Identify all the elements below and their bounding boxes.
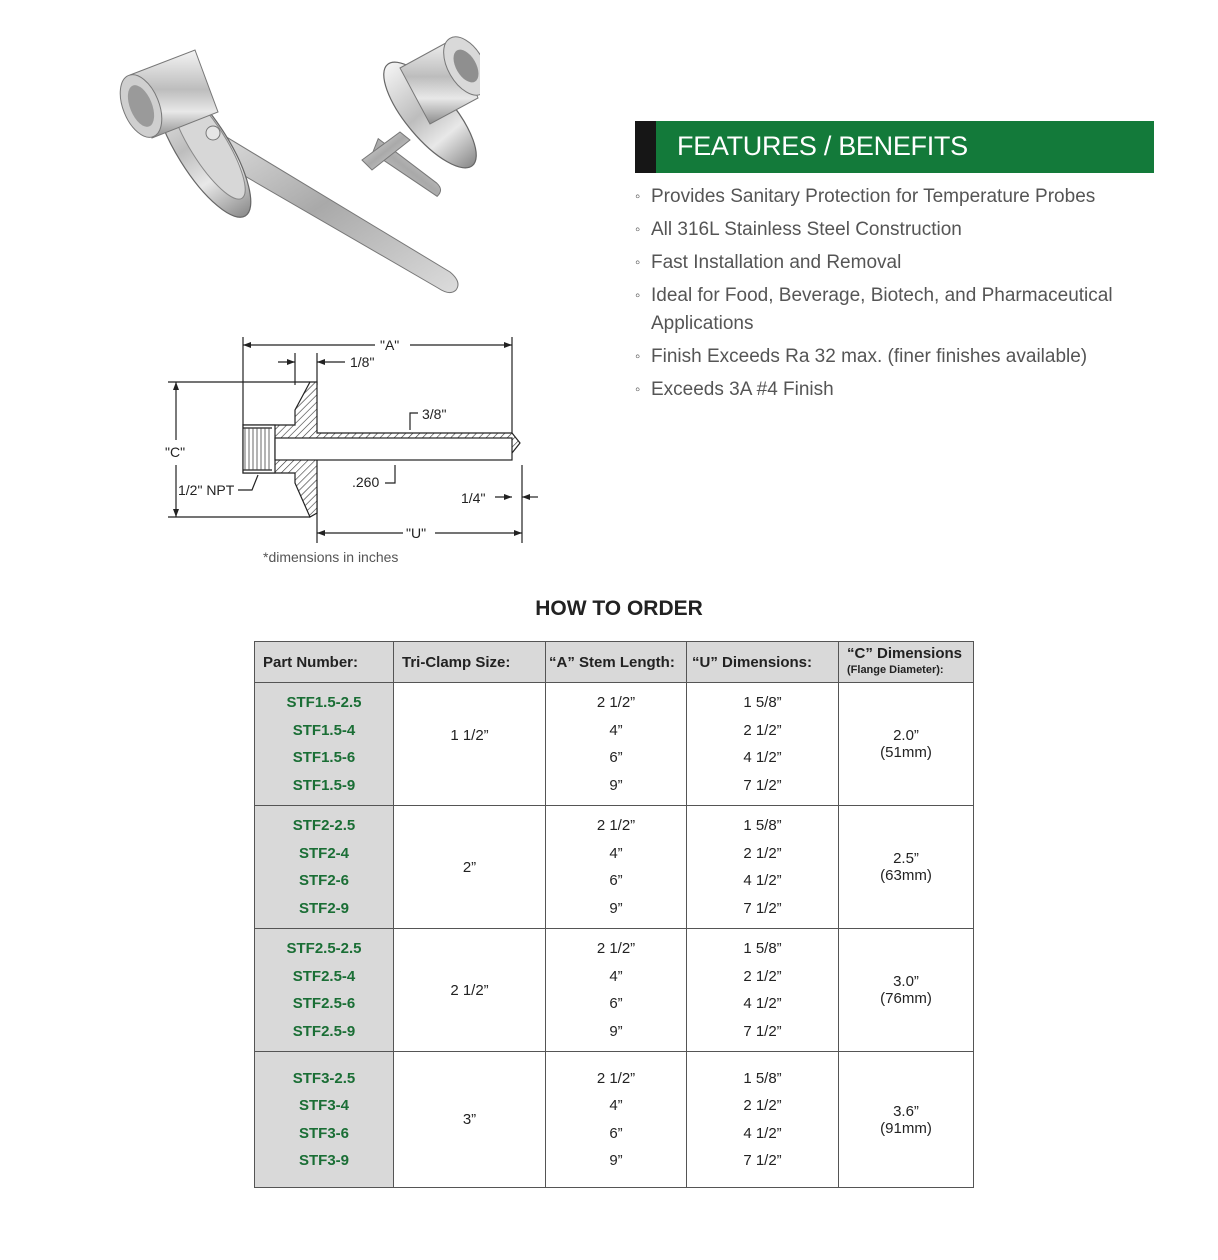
c-dimension-cell — [839, 1052, 974, 1188]
feature-item — [635, 216, 1195, 244]
dim-label-c: "C" — [165, 444, 186, 460]
part-number: STF2.5-9 — [292, 1022, 356, 1040]
stem-length: 4” — [609, 1097, 623, 1114]
features-list — [635, 183, 1195, 409]
u-dimension: 1 5/8” — [743, 940, 782, 957]
dim-label-eighth: 1/8" — [350, 354, 375, 370]
part-number: STF2-9 — [298, 899, 349, 917]
stem-length: 4” — [609, 844, 623, 862]
product-illustration — [100, 20, 480, 310]
c-dimension-inches: 2.0” — [893, 727, 919, 744]
part-number: STF2-2.5 — [292, 817, 356, 834]
bullet-icon: ◦ — [635, 381, 641, 398]
stem-length: 6” — [609, 872, 623, 889]
part-number: STF1.5-4 — [292, 721, 356, 739]
u-dimension: 4 1/2” — [743, 872, 782, 889]
c-dimension-inches: 3.6” — [893, 1102, 919, 1120]
table-row — [255, 929, 974, 1052]
c-dimension-mm: (91mm) — [880, 1119, 932, 1137]
dim-label-npt: 1/2" NPT — [178, 482, 235, 498]
features-title: FEATURES / BENEFITS — [677, 131, 968, 161]
u-dimension-cell — [687, 806, 839, 929]
u-dimension: 4 1/2” — [743, 749, 782, 766]
feature-text: All 316L Stainless Steel Construction — [651, 219, 962, 240]
header-accent-bar — [635, 121, 656, 173]
part-number-cell — [255, 929, 394, 1052]
stem-length: 2 1/2” — [596, 694, 636, 711]
c-dimension-mm: (51mm) — [880, 744, 932, 761]
part-number: STF2.5-6 — [292, 995, 356, 1012]
thermowell-short — [362, 29, 480, 206]
u-dimension-cell — [687, 929, 839, 1052]
bullet-icon: ◦ — [635, 254, 641, 271]
part-number: STF3-6 — [298, 1124, 349, 1142]
dim-label-three-eighths: 3/8" — [422, 406, 447, 422]
c-dimension-inches: 2.5” — [893, 850, 919, 867]
u-dimension-cell — [687, 1052, 839, 1188]
header-c-subtitle: (Flange Diameter): — [847, 664, 944, 676]
feature-text: Exceeds 3A #4 Finish — [651, 379, 834, 400]
feature-item — [635, 183, 1195, 211]
u-dimension: 2 1/2” — [743, 844, 782, 862]
part-number: STF1.5-6 — [292, 749, 356, 766]
stem-length-cell — [546, 929, 687, 1052]
stem-length: 4” — [609, 967, 623, 985]
part-number: STF1.5-9 — [292, 776, 356, 794]
stem-length: 6” — [609, 749, 623, 766]
u-dimension: 1 5/8” — [743, 694, 782, 711]
u-dimension: 7 1/2” — [743, 776, 782, 794]
feature-item — [635, 343, 1195, 371]
u-dimension: 2 1/2” — [743, 967, 782, 985]
bullet-icon: ◦ — [635, 348, 641, 365]
c-dimension-cell — [839, 806, 974, 929]
stem-length: 2 1/2” — [596, 1069, 636, 1087]
dim-label-bore: .260 — [352, 474, 380, 490]
order-table — [254, 641, 974, 1188]
feature-item — [635, 249, 1195, 277]
u-dimension: 7 1/2” — [743, 1152, 782, 1169]
how-to-order-title: HOW TO ORDER — [535, 597, 703, 620]
part-number-cell — [255, 1052, 394, 1188]
feature-item — [635, 282, 1195, 338]
part-number: STF2-4 — [298, 844, 349, 862]
part-number: STF2-6 — [298, 872, 349, 889]
feature-text: Ideal for Food, Beverage, Biotech, and Pharmaceutical Applications — [651, 285, 1113, 334]
stem-length: 2 1/2” — [596, 940, 636, 957]
table-row — [255, 683, 974, 806]
u-dimension: 4 1/2” — [743, 1124, 782, 1142]
tri-clamp-size-cell: 2” — [394, 806, 546, 929]
header-c-dimensions — [839, 642, 974, 683]
stem-length: 9” — [609, 1152, 623, 1169]
features-header — [635, 121, 1154, 173]
stem-length: 9” — [609, 1022, 623, 1040]
feature-text: Provides Sanitary Protection for Temperature Probes — [651, 186, 1096, 207]
bullet-icon: ◦ — [635, 287, 641, 304]
part-number: STF2.5-4 — [292, 967, 356, 985]
u-dimension: 7 1/2” — [743, 899, 782, 917]
stem-length: 2 1/2” — [596, 817, 636, 834]
u-dimension: 2 1/2” — [743, 721, 782, 739]
stem-length-cell — [546, 806, 687, 929]
part-number: STF2.5-2.5 — [286, 940, 362, 957]
u-dimension: 2 1/2” — [743, 1097, 782, 1114]
tri-clamp-size-cell: 3” — [394, 1052, 546, 1188]
table-row — [255, 806, 974, 929]
u-dimension: 4 1/2” — [743, 995, 782, 1012]
table-header-row — [255, 642, 974, 683]
c-dimension-mm: (63mm) — [880, 867, 932, 884]
dim-label-u: "U" — [406, 525, 427, 541]
dimension-drawing — [160, 325, 550, 550]
part-number: STF3-2.5 — [292, 1069, 356, 1087]
u-dimension: 1 5/8” — [743, 1069, 782, 1087]
part-number: STF3-9 — [298, 1152, 349, 1169]
feature-text: Finish Exceeds Ra 32 max. (finer finishes available) — [651, 346, 1088, 367]
stem-length: 6” — [609, 1124, 623, 1142]
c-dimension-cell — [839, 929, 974, 1052]
stem-length: 6” — [609, 995, 623, 1012]
stem-length: 9” — [609, 776, 623, 794]
header-c-title: “C” Dimensions — [847, 645, 963, 662]
part-number: STF3-4 — [298, 1097, 349, 1114]
part-number-cell — [255, 683, 394, 806]
header-tri-clamp-size: Tri-Clamp Size: — [394, 642, 546, 683]
bullet-icon: ◦ — [635, 221, 641, 238]
u-dimension-cell — [687, 683, 839, 806]
header-u-dimensions: “U” Dimensions: — [687, 642, 839, 683]
bullet-icon: ◦ — [635, 188, 641, 205]
u-dimension: 1 5/8” — [743, 817, 782, 834]
tri-clamp-size-cell: 1 1/2” — [394, 683, 546, 806]
u-dimension: 7 1/2” — [743, 1022, 782, 1040]
c-dimension-mm: (76mm) — [880, 990, 932, 1007]
part-number-cell — [255, 806, 394, 929]
part-number: STF1.5-2.5 — [286, 694, 362, 711]
feature-text: Fast Installation and Removal — [651, 252, 902, 273]
dim-label-quarter: 1/4" — [461, 490, 486, 506]
c-dimension-inches: 3.0” — [893, 973, 919, 990]
c-dimension-cell — [839, 683, 974, 806]
stem-length-cell — [546, 1052, 687, 1188]
stem-length-cell — [546, 683, 687, 806]
feature-item — [635, 376, 1195, 404]
stem-length: 9” — [609, 899, 623, 917]
header-stem-length: “A” Stem Length: — [546, 642, 687, 683]
table-row — [255, 1052, 974, 1188]
dimensions-note: *dimensions in inches — [263, 549, 399, 565]
tri-clamp-size-cell: 2 1/2” — [394, 929, 546, 1052]
dim-label-a: "A" — [380, 337, 400, 353]
stem-length: 4” — [609, 721, 623, 739]
header-part-number: Part Number: — [255, 642, 394, 683]
